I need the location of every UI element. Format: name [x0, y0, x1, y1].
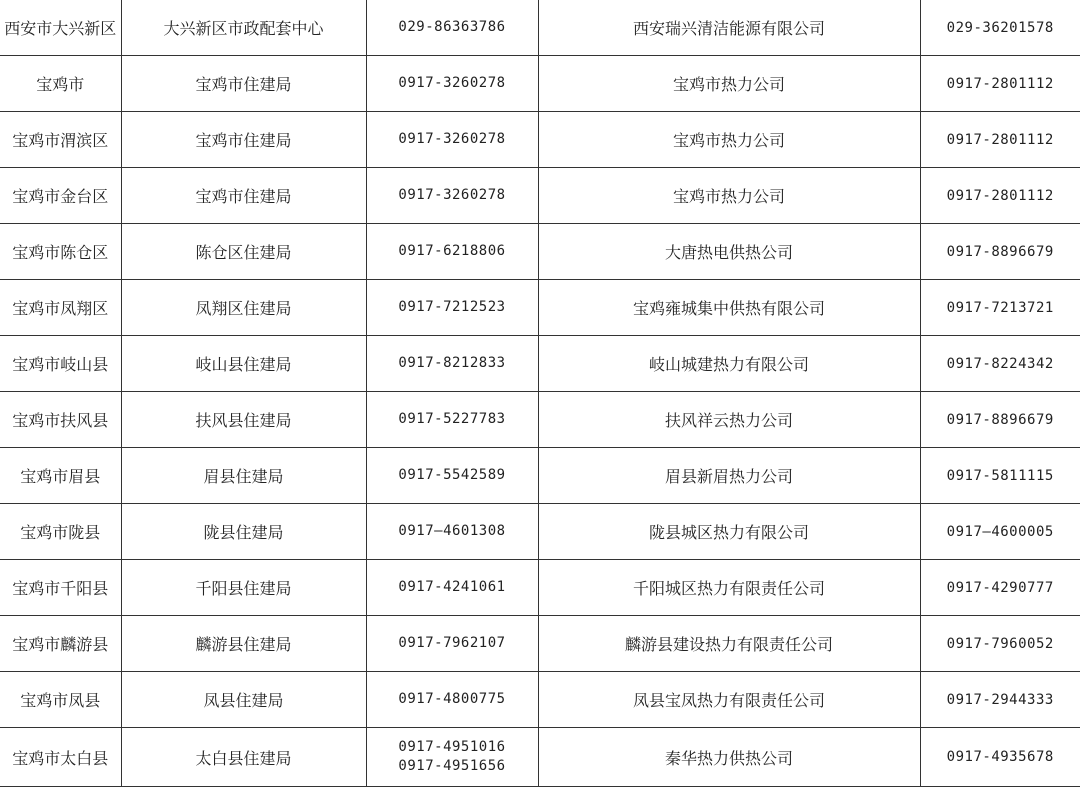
- company-cell: 麟游县建设热力有限责任公司: [538, 616, 920, 672]
- department-cell: 麟游县住建局: [121, 616, 366, 672]
- region-cell: 宝鸡市凤县: [0, 672, 121, 728]
- phone-number: 0917-8212833: [398, 355, 506, 371]
- department-cell: 凤县住建局: [121, 672, 366, 728]
- phone-number: 0917-3260278: [398, 131, 506, 147]
- table-row: [0, 672, 1080, 728]
- phone-number: 0917-4951016: [398, 739, 506, 755]
- phone-number: 0917-5227783: [398, 411, 506, 427]
- department-cell: 宝鸡市住建局: [121, 168, 366, 224]
- department-cell: 宝鸡市住建局: [121, 56, 366, 112]
- company-cell: 扶风祥云热力公司: [538, 392, 920, 448]
- company-phone-cell: 0917-8224342: [920, 336, 1080, 392]
- company-cell: 大唐热电供热公司: [538, 224, 920, 280]
- company-cell: 凤县宝凤热力有限责任公司: [538, 672, 920, 728]
- phone-number: 0917—4601308: [398, 523, 506, 539]
- phone-number: 0917-4951656: [398, 758, 506, 774]
- region-cell: 宝鸡市岐山县: [0, 336, 121, 392]
- department-cell: 千阳县住建局: [121, 560, 366, 616]
- table-row: [0, 0, 1080, 56]
- department-phone-cell: [366, 56, 538, 112]
- region-cell: 宝鸡市: [0, 56, 121, 112]
- department-cell: 陇县住建局: [121, 504, 366, 560]
- department-cell: 太白县住建局: [121, 728, 366, 787]
- company-phone-cell: 0917-2801112: [920, 56, 1080, 112]
- region-cell: 宝鸡市陇县: [0, 504, 121, 560]
- company-phone-cell: 0917-8896679: [920, 392, 1080, 448]
- company-phone-cell: 0917-2801112: [920, 168, 1080, 224]
- company-phone-cell: 0917-5811115: [920, 448, 1080, 504]
- department-phone-cell: [366, 224, 538, 280]
- region-cell: 宝鸡市太白县: [0, 728, 121, 787]
- department-phone-cell: [366, 336, 538, 392]
- table-row: [0, 56, 1080, 112]
- phone-number: 0917-3260278: [398, 187, 506, 203]
- table-row: [0, 728, 1080, 787]
- company-phone-cell: 0917-2944333: [920, 672, 1080, 728]
- table-row: [0, 392, 1080, 448]
- department-phone-cell: [366, 392, 538, 448]
- department-phone-cell: [366, 448, 538, 504]
- company-cell: 西安瑞兴清洁能源有限公司: [538, 0, 920, 56]
- phone-number: 0917-7212523: [398, 299, 506, 315]
- region-cell: 宝鸡市麟游县: [0, 616, 121, 672]
- table-row: [0, 336, 1080, 392]
- company-cell: 秦华热力供热公司: [538, 728, 920, 787]
- table-row: [0, 224, 1080, 280]
- phone-number: 0917-6218806: [398, 243, 506, 259]
- department-cell: 凤翔区住建局: [121, 280, 366, 336]
- region-cell: 宝鸡市眉县: [0, 448, 121, 504]
- department-phone-cell: [366, 728, 538, 787]
- company-cell: 陇县城区热力有限公司: [538, 504, 920, 560]
- region-cell: 宝鸡市渭滨区: [0, 112, 121, 168]
- company-cell: 岐山城建热力有限公司: [538, 336, 920, 392]
- company-phone-cell: 0917-7213721: [920, 280, 1080, 336]
- table-row: [0, 504, 1080, 560]
- region-cell: 宝鸡市金台区: [0, 168, 121, 224]
- company-phone-cell: 0917-4290777: [920, 560, 1080, 616]
- company-cell: 千阳城区热力有限责任公司: [538, 560, 920, 616]
- company-phone-cell: 0917-7960052: [920, 616, 1080, 672]
- department-cell: 陈仓区住建局: [121, 224, 366, 280]
- table-row: [0, 616, 1080, 672]
- company-phone-cell: 0917-4935678: [920, 728, 1080, 787]
- phone-number: 029-86363786: [398, 19, 506, 35]
- department-phone-cell: [366, 0, 538, 56]
- department-phone-cell: [366, 168, 538, 224]
- department-phone-cell: [366, 280, 538, 336]
- department-phone-cell: [366, 616, 538, 672]
- region-cell: 宝鸡市扶风县: [0, 392, 121, 448]
- company-phone-cell: 0917-2801112: [920, 112, 1080, 168]
- department-phone-cell: [366, 504, 538, 560]
- company-cell: 宝鸡市热力公司: [538, 168, 920, 224]
- company-cell: 宝鸡雍城集中供热有限公司: [538, 280, 920, 336]
- region-cell: 宝鸡市陈仓区: [0, 224, 121, 280]
- company-phone-cell: 0917-8896679: [920, 224, 1080, 280]
- phone-number: 0917-4241061: [398, 579, 506, 595]
- company-cell: 眉县新眉热力公司: [538, 448, 920, 504]
- company-phone-cell: 0917—4600005: [920, 504, 1080, 560]
- department-cell: 眉县住建局: [121, 448, 366, 504]
- department-phone-cell: [366, 112, 538, 168]
- company-phone-cell: 029-36201578: [920, 0, 1080, 56]
- table-row: [0, 280, 1080, 336]
- table-row: [0, 168, 1080, 224]
- company-cell: 宝鸡市热力公司: [538, 56, 920, 112]
- table-row: [0, 448, 1080, 504]
- department-cell: 扶风县住建局: [121, 392, 366, 448]
- company-cell: 宝鸡市热力公司: [538, 112, 920, 168]
- table-row: [0, 560, 1080, 616]
- phone-number: 0917-7962107: [398, 635, 506, 651]
- region-cell: 西安市大兴新区: [0, 0, 121, 56]
- region-cell: 宝鸡市千阳县: [0, 560, 121, 616]
- phone-number: 0917-5542589: [398, 467, 506, 483]
- department-cell: 大兴新区市政配套中心: [121, 0, 366, 56]
- department-phone-cell: [366, 672, 538, 728]
- department-cell: 岐山县住建局: [121, 336, 366, 392]
- phone-number: 0917-3260278: [398, 75, 506, 91]
- phone-number: 0917-4800775: [398, 691, 506, 707]
- table-row: [0, 112, 1080, 168]
- department-cell: 宝鸡市住建局: [121, 112, 366, 168]
- department-phone-cell: [366, 560, 538, 616]
- region-cell: 宝鸡市凤翔区: [0, 280, 121, 336]
